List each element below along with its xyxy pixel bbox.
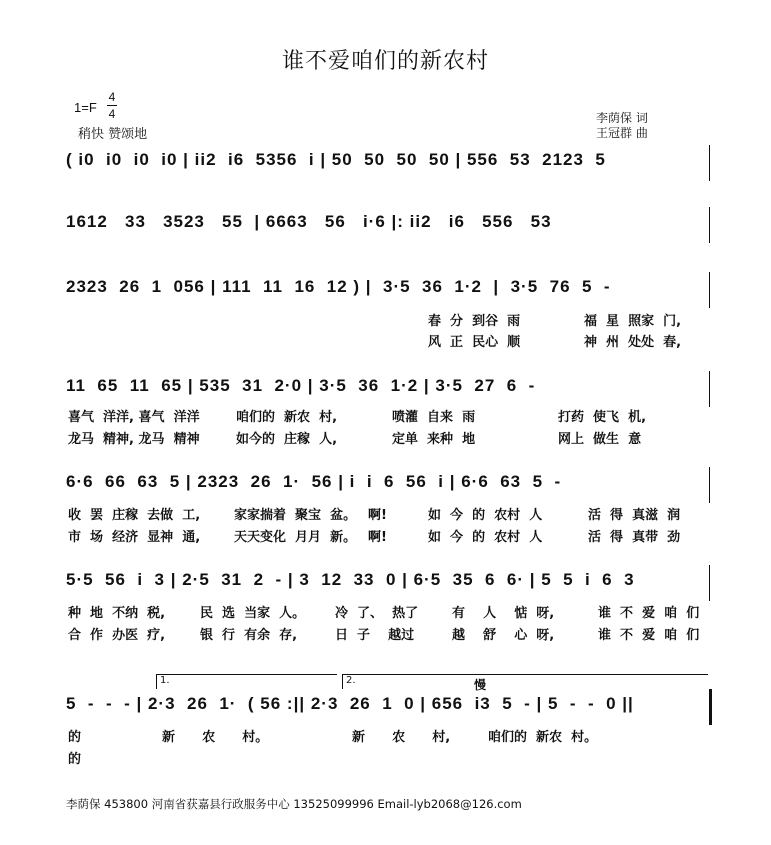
lyric-line: 有 人 惦 呀, [452,606,555,621]
lyric-line: 日 子 越过 [335,628,415,643]
system-1-notes: ( i0 i0 i0 i0 | ii2 i6 5356 i | 50 50 50 50 | 556 53 2123 5 [66,150,606,169]
volta-second-ending [342,674,708,689]
lyric-line: 家家揣着 聚宝 盆。 [234,508,357,523]
lyric-line: 啊! [368,530,387,545]
system-4-notes: 11 65 11 65 | 535 31 2·0 | 3·5 36 1·2 | 3·5 27 6 - [66,376,536,395]
composer-credit: 王冠群 曲 [596,126,648,140]
time-signature-top: 4 [108,90,116,104]
barline [709,207,710,243]
lyric-line: 定单 来种 地 [392,432,476,447]
lyric-line: 民 选 当家 人。 [200,606,306,621]
barline [709,371,710,407]
lyric-line: 谁 不 爱 咱 们 [598,628,700,643]
barline [709,467,710,503]
lyric-line: 喷灌 自来 雨 [392,410,476,425]
barline [709,145,710,181]
lyric-line: 啊! [368,508,387,523]
lyric-line: 风 正 民心 顺 [428,335,521,350]
lyric-line: 合 作 办医 疗, [68,628,166,643]
lyric-line: 的 [68,730,82,745]
lyric-line: 活 得 真带 劲 [588,530,681,545]
lyric-line: 春 分 到谷 雨 [428,314,521,329]
lyric-line: 喜气 洋洋, 喜气 洋洋 [68,410,200,425]
tempo-change-mark: 慢 [474,678,487,692]
barline [709,565,710,601]
lyric-line: 如 今 的 农村 人 [428,508,543,523]
lyric-line: 打药 使飞 机, [558,410,647,425]
time-signature [107,90,117,121]
key-signature: 1=F [74,100,97,115]
lyric-line: 新 农 村。 [162,730,269,745]
lyric-line: 如今的 庄稼 人, [236,432,338,447]
tempo-marking: 稍快 赞颂地 [78,127,148,142]
lyricist-credit: 李荫保 词 [596,111,648,125]
lyric-line: 的 [68,752,82,767]
lyric-line: 网上 做生 意 [558,432,642,447]
lyric-line: 神 州 处处 春, [584,335,682,350]
system-5-notes: 6·6 66 63 5 | 2323 26 1· 56 | i i 6 56 i | 6·6 63 5 - [66,472,562,491]
lyric-line: 收 罢 庄稼 去做 工, [68,508,201,523]
volta-1-label: 1. [160,675,170,686]
lyric-line: 冷 了、 热了 [335,606,419,621]
lyric-line: 咱们的 新农 村。 [488,730,598,745]
contact-footer: 李荫保 453800 河南省获嘉县行政服务中心 13525099996 Email-lyb2068@126.com [66,797,522,811]
lyric-line: 龙马 精神, 龙马 精神 [68,432,200,447]
lyric-line: 市 场 经济 显神 通, [68,530,201,545]
barline [709,272,710,308]
lyric-line: 活 得 真滋 润 [588,508,681,523]
song-title: 谁不爱咱们的新农村 [281,49,489,74]
lyric-line: 如 今 的 农村 人 [428,530,543,545]
lyric-line: 新 农 村, [352,730,451,745]
lyric-line: 福 星 照家 门, [584,314,682,329]
system-2-notes: 1612 33 3523 55 | 6663 56 i·6 |: ii2 i6 556 53 [66,212,552,231]
volta-first-ending [156,674,337,689]
time-signature-bottom: 4 [108,107,116,121]
lyric-line: 谁 不 爱 咱 们 [598,606,700,621]
volta-2-label: 2. [346,675,356,686]
lyric-line: 咱们的 新农 村, [236,410,338,425]
lyric-line: 银 行 有余 存, [200,628,298,643]
system-7-notes: 5 - - - | 2·3 26 1· ( 56 :|| 2·3 26 1 0 | 656 i3 5 - | 5 - - 0 || [66,694,634,713]
final-barline [709,689,712,725]
lyric-line: 越 舒 心 呀, [452,628,555,643]
lyric-line: 天天变化 月月 新。 [234,530,357,545]
system-3-notes: 2323 26 1 056 | 111 11 16 12 ) | 3·5 36 1·2 | 3·5 76 5 - [66,277,611,296]
system-6-notes: 5·5 56 i 3 | 2·5 31 2 - | 3 12 33 0 | 6·5 35 6 6· | 5 5 i 6 3 [66,570,635,589]
lyric-line: 种 地 不纳 税, [68,606,166,621]
